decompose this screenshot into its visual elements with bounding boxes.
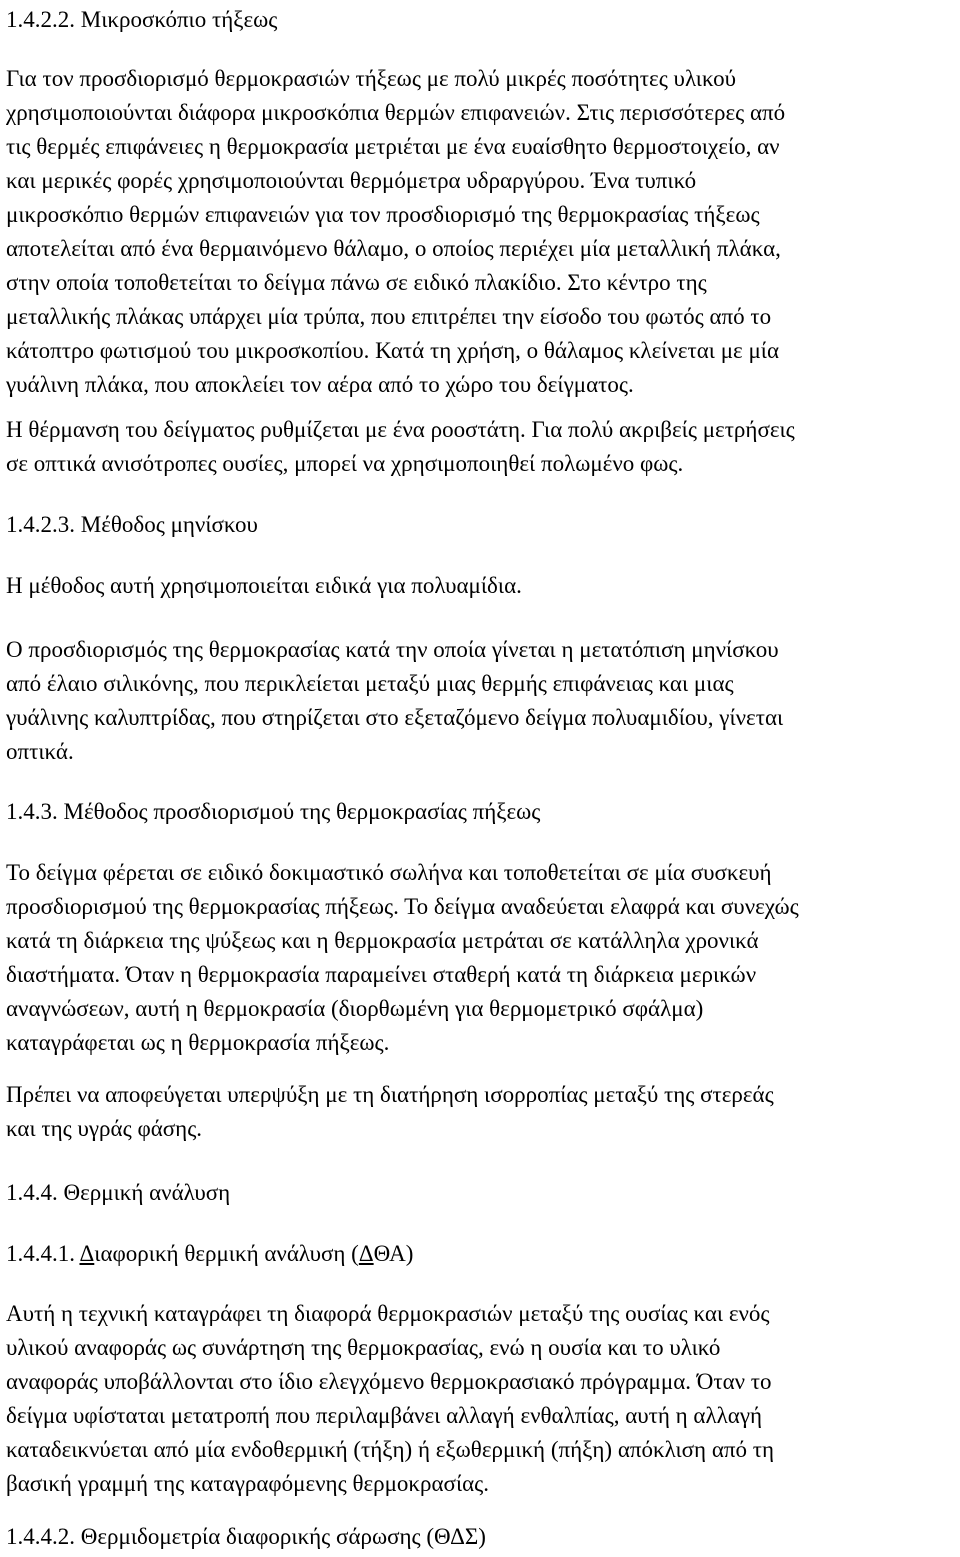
- heading-1-4-4-1: [6, 1237, 413, 1271]
- text-line: χρησιμοποιούνται διάφορα μικροσκόπια θερμών επιφανειών. Στις περισσότερες από: [6, 100, 786, 125]
- text-line: γυάλινης καλυπτρίδας, που στηρίζεται στο εξεταζόμενο δείγμα πολυαμιδίου, γίνεται: [6, 705, 784, 730]
- heading-1-4-4: 1.4.4. Θερμική ανάλυση: [6, 1180, 231, 1205]
- text-line: διαστήματα. Όταν η θερμοκρασία παραμείνει σταθερή κατά τη διάρκεια μερικών: [6, 962, 757, 987]
- paragraph-heating-control: [6, 413, 795, 481]
- text-line: δείγμα υφίσταται μετατροπή που περιλαμβάνει αλλαγή ενθαλπίας, αυτή η αλλαγή: [6, 1403, 763, 1428]
- paragraph-dta: [6, 1297, 774, 1501]
- paragraph-meniscus-intro: [6, 569, 522, 603]
- text-line: μεταλλικής πλάκας υπάρχει μία τρύπα, που επιτρέπει την είσοδο του φωτός από το: [6, 304, 772, 329]
- text-line: γυάλινη πλάκα, που αποκλείει τον αέρα από το χώρο του δείγματος.: [6, 372, 634, 397]
- heading-underlined-letter: Δ: [358, 1241, 374, 1266]
- text-line: αναγνώσεων, αυτή η θερμοκρασία (διορθωμένη για θερμομετρικό σφάλμα): [6, 996, 704, 1021]
- text-line: οπτικά.: [6, 739, 74, 764]
- text-line: Η θέρμανση του δείγματος ρυθμίζεται με ένα ροοστάτη. Για πολύ ακριβείς μετρήσεις: [6, 417, 795, 442]
- text-line: σε οπτικά ανισότροπες ουσίες, μπορεί να χρησιμοποιηθεί πολωμένο φως.: [6, 451, 684, 476]
- text-line: βασική γραμμή της καταγραφόμενης θερμοκρασίας.: [6, 1471, 490, 1496]
- heading-text: ιαφορική θερμική ανάλυση (: [94, 1241, 359, 1266]
- heading-number: 1.4.4.1.: [6, 1241, 80, 1266]
- text-line: Το δείγμα φέρεται σε ειδικό δοκιμαστικό σωλήνα και τοποθετείται σε μία συσκευή: [6, 860, 772, 885]
- heading-1-4-2-2: 1.4.2.2. Μικροσκόπιο τήξεως: [6, 7, 278, 32]
- text-line: μικροσκόπιο θερμών επιφανειών για τον προσδιορισμό της θερμοκρασίας τήξεως: [6, 202, 760, 227]
- paragraph-supercooling: [6, 1078, 774, 1146]
- text-line: κατά τη διάρκεια της ψύξεως και η θερμοκρασία μετράται σε κατάλληλα χρονικά: [6, 928, 759, 953]
- text-line: υλικού αναφοράς ως συνάρτηση της θερμοκρασίας, ενώ η ουσία και το υλικό: [6, 1335, 721, 1360]
- text-line: Ο προσδιορισμός της θερμοκρασίας κατά την οποία γίνεται η μετατόπιση μηνίσκου: [6, 637, 779, 662]
- heading-underlined-letter: Δ: [79, 1241, 95, 1266]
- text-line: Η μέθοδος αυτή χρησιμοποιείται ειδικά για πολυαμίδια.: [6, 573, 522, 598]
- heading-text: ΘΑ): [373, 1241, 414, 1266]
- text-line: και μερικές φορές χρησιμοποιούνται θερμόμετρα υδραργύρου. Ένα τυπικό: [6, 168, 697, 193]
- text-line: κάτοπτρο φωτισμού του μικροσκοπίου. Κατά τη χρήση, ο θάλαμος κλείνεται με μία: [6, 338, 780, 363]
- text-line: καταγράφεται ως η θερμοκρασία πήξεως.: [6, 1030, 390, 1055]
- text-line: και της υγράς φάσης.: [6, 1116, 203, 1141]
- heading-1-4-2-3: 1.4.2.3. Μέθοδος μηνίσκου: [6, 512, 258, 537]
- text-line: από έλαιο σιλικόνης, που περικλείεται μεταξύ μιας θερμής επιφάνειας και μιας: [6, 671, 734, 696]
- text-line: καταδεικνύεται από μία ενδοθερμική (τήξη) ή εξωθερμική (πήξη) απόκλιση από τη: [6, 1437, 774, 1462]
- paragraph-meniscus-method: [6, 633, 783, 769]
- text-line: Αυτή η τεχνική καταγράφει τη διαφορά θερμοκρασιών μεταξύ της ουσίας και ενός: [6, 1301, 770, 1326]
- text-line: στην οποία τοποθετείται το δείγμα πάνω σε ειδικό πλακίδιο. Στο κέντρο της: [6, 270, 707, 295]
- text-line: Πρέπει να αποφεύγεται υπερψύξη με τη διατήρηση ισορροπίας μεταξύ της στερεάς: [6, 1082, 774, 1107]
- paragraph-hot-stage: [6, 62, 785, 402]
- text-line: τις θερμές επιφάνειες η θερμοκρασία μετριέται με ένα ευαίσθητο θερμοστοιχείο, αν: [6, 134, 780, 159]
- paragraph-freezing-point: [6, 856, 799, 1060]
- text-line: προσδιορισμού της θερμοκρασίας πήξεως. Το δείγμα αναδεύεται ελαφρά και συνεχώς: [6, 894, 799, 919]
- text-line: αναφοράς υποβάλλονται στο ίδιο ελεγχόμενο θερμοκρασιακό πρόγραμμα. Όταν το: [6, 1369, 772, 1394]
- heading-1-4-3: 1.4.3. Μέθοδος προσδιορισμού της θερμοκρασίας πήξεως: [6, 799, 541, 824]
- text-line: Για τον προσδιορισμό θερμοκρασιών τήξεως με πολύ μικρές ποσότητες υλικού: [6, 66, 736, 91]
- text-line: αποτελείται από ένα θερμαινόμενο θάλαμο, ο οποίος περιέχει μία μεταλλική πλάκα,: [6, 236, 781, 261]
- heading-1-4-4-2: 1.4.4.2. Θερμιδομετρία διαφορικής σάρωσης (ΘΔΣ): [6, 1524, 486, 1549]
